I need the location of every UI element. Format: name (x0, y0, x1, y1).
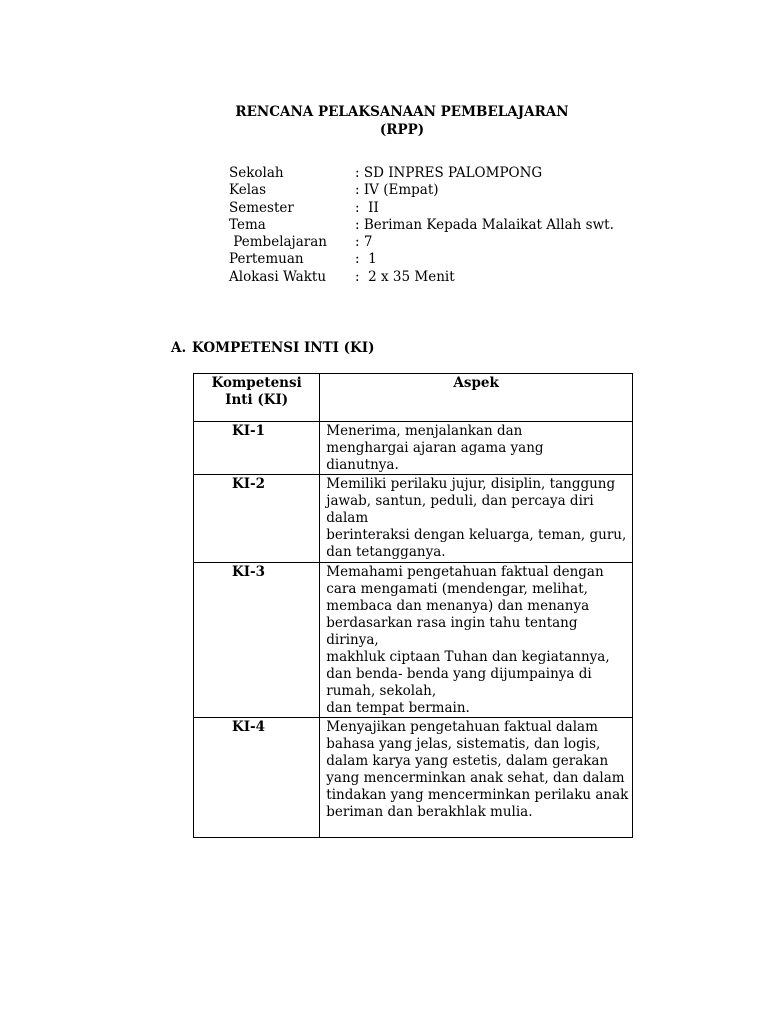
section-number: A. (171, 340, 187, 356)
info-value: : 7 (355, 234, 373, 251)
header-ki-line1: Kompetensi (211, 375, 302, 391)
ki-code: KI-3 (194, 563, 320, 718)
info-row-sekolah (229, 165, 614, 182)
info-value: : 1 (355, 251, 377, 268)
document-subtitle: (RPP) (379, 122, 425, 138)
ki-aspek: Memahami pengetahuan faktual dengan cara mengamati (mendengar, melihat, membaca dan menanya) dan menanya berdasarkan rasa ingin tahu tentang dirinya, makhluk ciptaan Tuhan dan kegiatannya, dan benda- benda yang dijumpainya di rumah, sekolah, dan tempat bermain. (320, 563, 633, 718)
ki-aspek: Menerima, menjalankan dan menghargai ajaran agama yang dianutnya. (320, 422, 633, 475)
info-label: Alokasi Waktu (229, 268, 327, 285)
info-label: Semester (229, 199, 294, 216)
info-value: : SD INPRES PALOMPONG (355, 165, 543, 181)
identity-block (229, 165, 614, 286)
info-label: Pembelajaran (229, 234, 327, 251)
info-label: Sekolah (229, 165, 284, 181)
info-row-pembelajaran (229, 234, 614, 251)
table-header-row (194, 374, 633, 422)
info-value: : 2 x 35 Menit (355, 268, 455, 285)
section-heading-ki (171, 340, 375, 356)
info-row-alokasi-waktu (229, 269, 614, 286)
ki-aspek: Memiliki perilaku jujur, disiplin, tanggung jawab, santun, peduli, dan percaya diri dalam berinteraksi dengan keluarga, teman, guru, dan tetangganya. (320, 475, 633, 563)
info-row-kelas (229, 182, 614, 199)
header-aspek: Aspek (320, 374, 633, 422)
ki-aspek: Menyajikan pengetahuan faktual dalam bahasa yang jelas, sistematis, dan logis, dalam karya yang estetis, dalam gerakan yang mencerminkan anak sehat, dan dalam tindakan yang mencerminkan perilaku anak beriman dan berakhlak mulia. (320, 718, 633, 838)
info-row-semester (229, 200, 614, 217)
ki-code: KI-4 (194, 718, 320, 838)
info-value: : IV (Empat) (355, 182, 439, 199)
table-row (194, 563, 633, 718)
info-label: Tema (229, 216, 266, 233)
document-title: RENCANA PELAKSANAAN PEMBELAJARAN (235, 104, 569, 120)
info-row-pertemuan (229, 251, 614, 268)
info-label: Kelas (229, 182, 267, 199)
ki-code: KI-1 (194, 422, 320, 475)
ki-code: KI-2 (194, 475, 320, 563)
info-value: : Beriman Kepada Malaikat Allah swt. (355, 216, 614, 233)
ki-table (193, 373, 633, 838)
table-row (194, 475, 633, 563)
section-title: KOMPETENSI INTI (KI) (192, 340, 375, 356)
header-kompetensi-inti (194, 374, 320, 422)
info-row-tema (229, 217, 614, 234)
info-value: : II (355, 199, 379, 216)
table-row (194, 718, 633, 838)
table-row (194, 422, 633, 475)
header-ki-line2: Inti (KI) (225, 392, 289, 408)
info-label: Pertemuan (229, 251, 304, 268)
